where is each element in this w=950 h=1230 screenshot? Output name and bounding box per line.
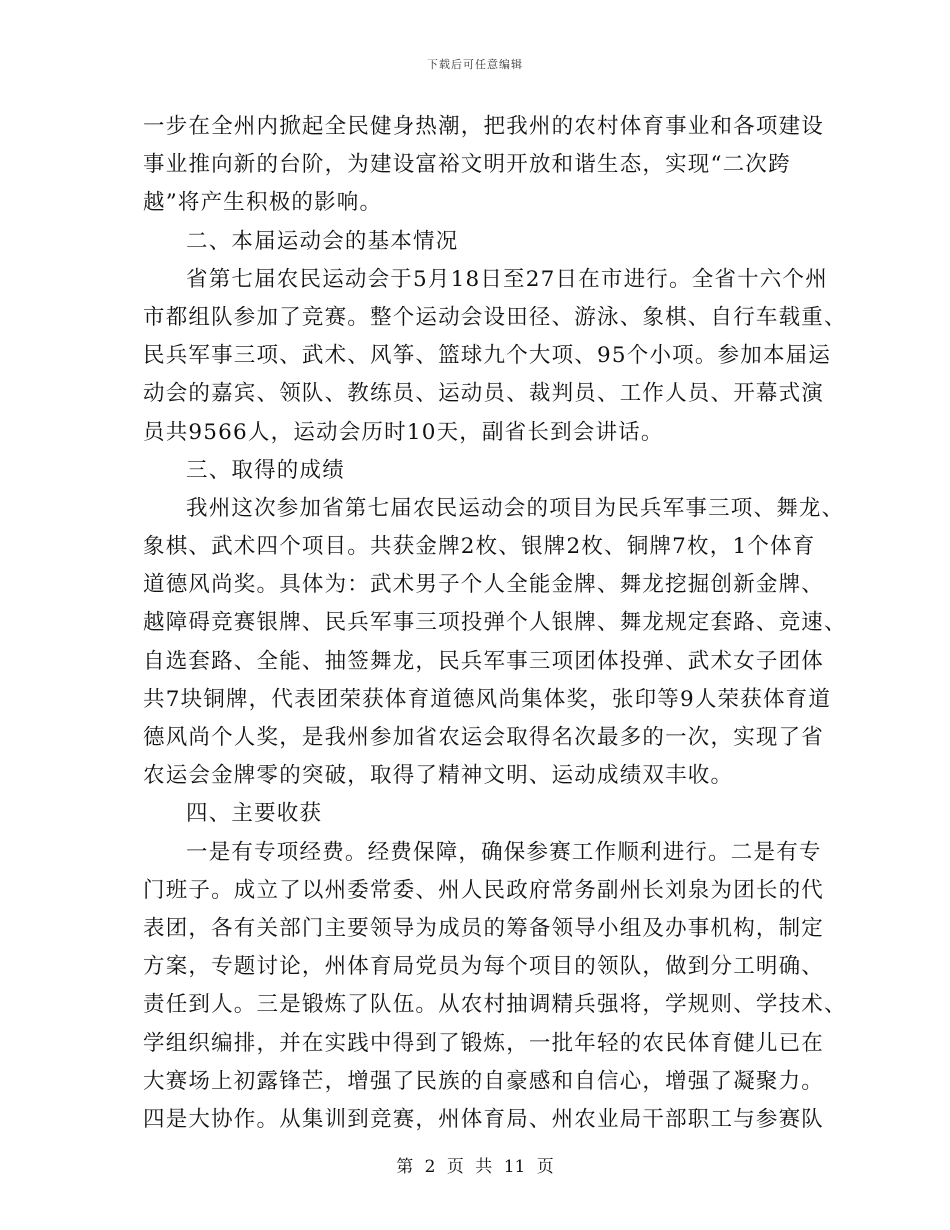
text-line: 表团，各有关部门主要领导为成员的筹备领导小组及办事机构，制定 xyxy=(143,915,825,941)
text-line: 自选套路、全能、抽签舞龙，民兵军事三项团体投弹、武术女子团体 xyxy=(143,648,825,674)
text-line: 大赛场上初露锋芒，增强了民族的自豪感和自信心，增强了凝聚力。 xyxy=(143,1068,825,1094)
text-line: 越障碍竞赛银牌、民兵军事三项投弹个人银牌、舞龙规定套路、竞速、 xyxy=(143,610,847,636)
section-heading: 二、本届运动会的基本情况 xyxy=(186,228,459,254)
text-line: 民兵军事三项、武术、风筝、篮球九个大项、95个小项。参加本届运 xyxy=(143,343,832,369)
text-line: 一是有专项经费。经费保障，确保参赛工作顺利进行。二是有专 xyxy=(186,839,822,865)
text-line: 越”将产生积极的影响。 xyxy=(143,190,383,216)
document-body xyxy=(143,108,847,1139)
text-line: 市都组队参加了竞赛。整个运动会设田径、游泳、象棋、自行车载重、 xyxy=(143,304,847,330)
section-heading: 三、取得的成绩 xyxy=(186,457,345,483)
text-line: 农运会金牌零的突破，取得了精神文明、运动成绩双丰收。 xyxy=(143,763,734,789)
text-line: 动会的嘉宾、领队、教练员、运动员、裁判员、工作人员、开幕式演 xyxy=(143,381,825,407)
text-line: 门班子。成立了以州委常委、州人民政府常务副州长刘泉为团长的代 xyxy=(143,877,825,903)
text-line: 一步在全州内掀起全民健身热潮，把我州的农村体育事业和各项建设 xyxy=(143,114,825,139)
section-heading: 四、主要收获 xyxy=(186,801,323,827)
text-line: 方案，专题讨论，州体育局党员为每个项目的领队，做到分工明确、 xyxy=(143,954,825,980)
text-line: 我州这次参加省第七届农民运动会的项目为民兵军事三项、舞龙、 xyxy=(186,495,845,521)
page-footer: 第 2 页 共 11 页 xyxy=(396,1157,554,1177)
text-line: 象棋、武术四个项目。共获金牌2枚、银牌2枚、铜牌7枚，1个体育 xyxy=(143,534,816,560)
text-line: 共7块铜牌，代表团荣获体育道德风尚集体奖，张印等9人荣获体育道 xyxy=(143,686,832,712)
text-line: 责任到人。三是锻炼了队伍。从农村抽调精兵强将，学规则、学技术、 xyxy=(143,992,847,1018)
text-line: 道德风尚奖。具体为：武术男子个人全能金牌、舞龙挖掘创新金牌、 xyxy=(143,572,825,598)
text-line: 省第七届农民运动会于5月18日至27日在市进行。全省十六个州 xyxy=(186,266,828,292)
text-line: 员共9566人，运动会历时10天，副省长到会讲话。 xyxy=(143,419,664,445)
page-header: 下载后可任意编辑 xyxy=(427,58,523,71)
text-line: 学组织编排，并在实践中得到了锻炼，一批年轻的农民体育健儿已在 xyxy=(143,1030,825,1056)
text-line: 事业推向新的台阶，为建设富裕文明开放和谐生态，实现“二次跨 xyxy=(143,152,791,178)
text-line: 四是大协作。从集训到竞赛，州体育局、州农业局干部职工与参赛队 xyxy=(143,1106,825,1132)
text-line: 德风尚个人奖，是我州参加省农运会取得名次最多的一次，实现了省 xyxy=(143,725,825,750)
